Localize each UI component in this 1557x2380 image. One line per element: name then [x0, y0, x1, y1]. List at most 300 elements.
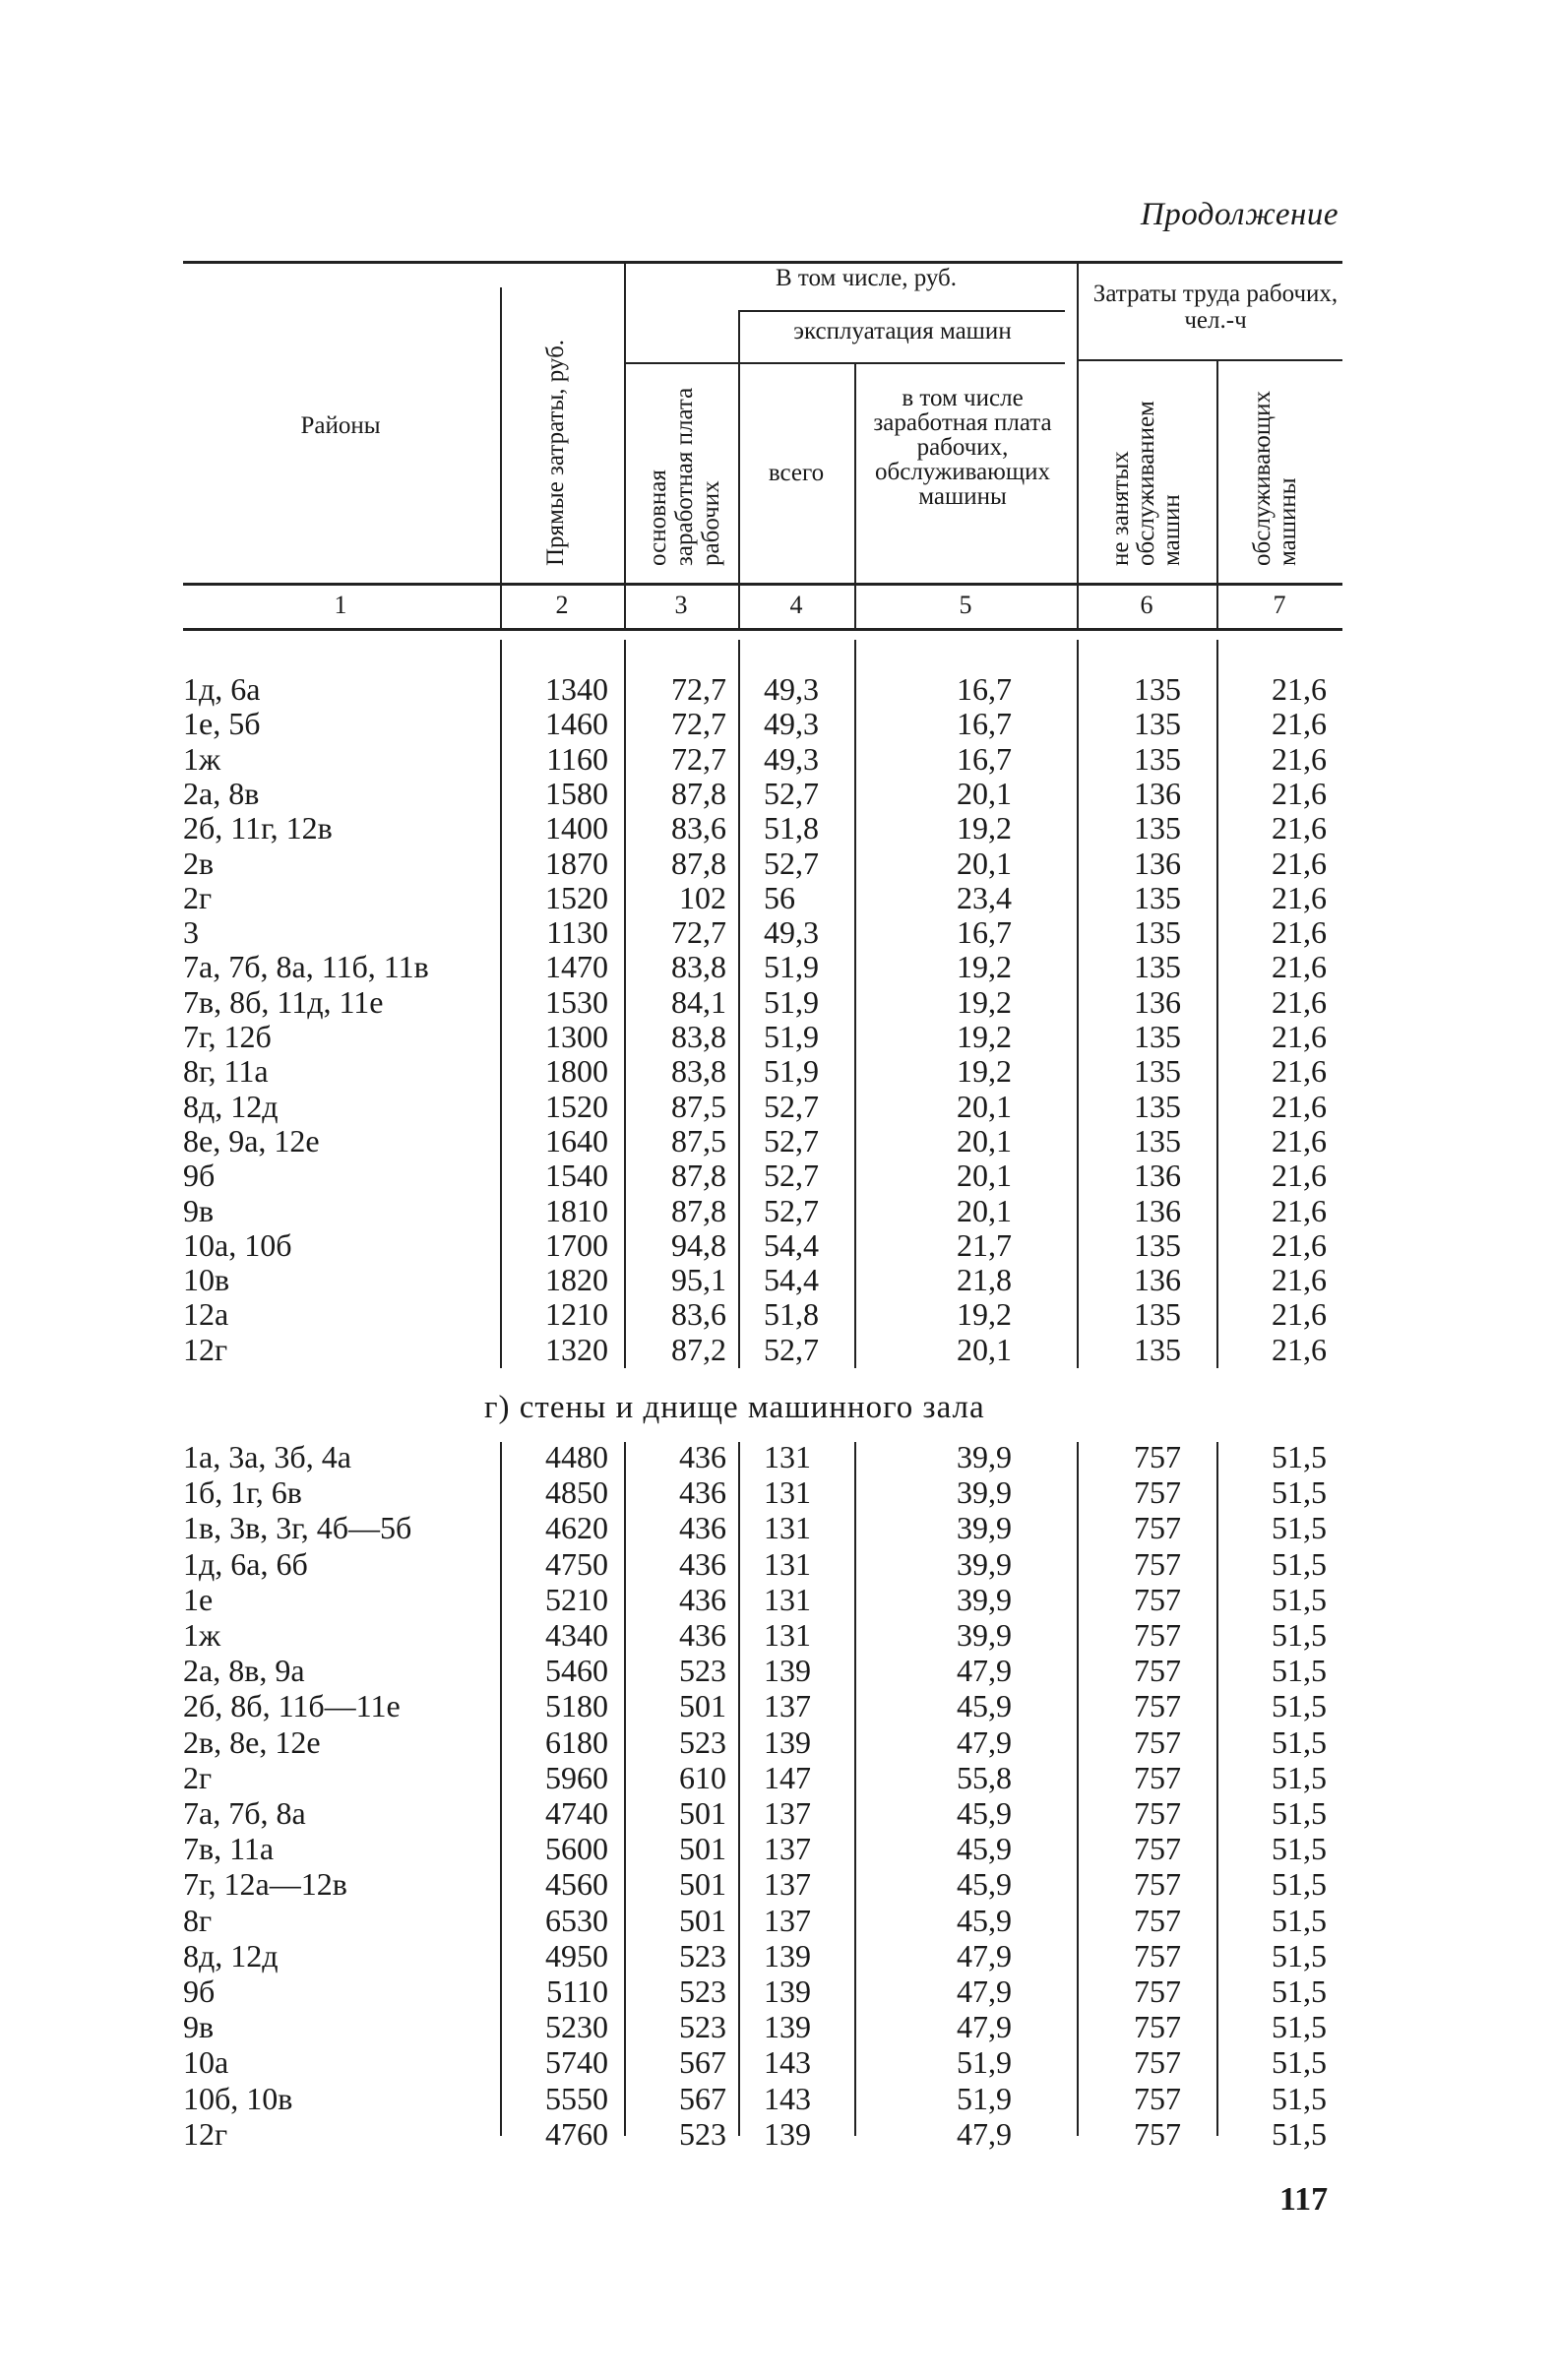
base-wage-cell: 87,8 — [671, 1192, 726, 1228]
table-row — [0, 2117, 1557, 2152]
base-wage-cell: 87,5 — [671, 1122, 726, 1159]
machines-wage-header: в том числе заработная плата рабочих, обслуживающих машины — [873, 385, 1052, 510]
machine-total-cell: 52,7 — [764, 1192, 819, 1228]
direct-cost-cell: 5230 — [545, 2009, 608, 2045]
base-wage-cell: 72,7 — [671, 914, 726, 951]
labor-serving-cell: 51,5 — [1272, 1723, 1327, 1760]
column-number: 7 — [1273, 591, 1286, 619]
labor-not-busy-cell: 135 — [1134, 1053, 1181, 1090]
base-wage-cell: 83,8 — [671, 1019, 726, 1054]
labor-not-busy-cell: 136 — [1134, 983, 1181, 1020]
machine-wage-cell: 47,9 — [957, 2009, 1012, 2045]
base-wage-cell: 501 — [679, 1795, 726, 1831]
table-row — [0, 1654, 1557, 1688]
base-wage-cell: 501 — [679, 1902, 726, 1938]
machine-total-cell: 131 — [764, 1439, 811, 1474]
region-cell: 3 — [183, 914, 199, 951]
machine-total-cell: 139 — [764, 2009, 811, 2045]
table-row — [0, 1090, 1557, 1124]
base-wage-cell: 523 — [679, 1973, 726, 2009]
direct-cost-cell: 1580 — [545, 775, 608, 811]
direct-cost-cell: 1400 — [545, 810, 608, 846]
machine-total-cell: 56 — [764, 879, 795, 915]
labor-serving-cell: 51,5 — [1272, 1474, 1327, 1511]
machine-wage-cell: 19,2 — [957, 1053, 1012, 1090]
base-wage-cell: 102 — [679, 879, 726, 915]
table-row — [0, 707, 1557, 741]
labor-not-busy-cell: 135 — [1134, 949, 1181, 985]
table-row — [0, 1832, 1557, 1866]
direct-cost-cell: 1340 — [545, 671, 608, 707]
table-top-rule — [183, 261, 1342, 264]
table-row — [0, 1194, 1557, 1228]
section-2-title: г) стены и днище машинного зала — [484, 1390, 985, 1425]
labor-serving-cell: 21,6 — [1272, 879, 1327, 915]
labor-serving-cell: 21,6 — [1272, 706, 1327, 742]
machine-wage-cell: 47,9 — [957, 1973, 1012, 2009]
machines-total-header: всего — [768, 460, 825, 486]
direct-cost-cell: 1460 — [545, 706, 608, 742]
table-row — [0, 915, 1557, 950]
labor-not-busy-cell: 757 — [1134, 1759, 1181, 1795]
region-cell: 7в, 8б, 11д, 11е — [183, 983, 384, 1020]
machine-wage-cell: 20,1 — [957, 1192, 1012, 1228]
base-wage-cell: 87,2 — [671, 1331, 726, 1367]
base-wage-cell: 567 — [679, 2044, 726, 2081]
table-row — [0, 1547, 1557, 1582]
column-number: 4 — [789, 591, 803, 619]
base-wage-cell: 501 — [679, 1831, 726, 1867]
labor-serving-cell: 51,5 — [1272, 1902, 1327, 1938]
labor-group-rule — [1077, 359, 1342, 361]
machine-total-cell: 51,8 — [764, 810, 819, 846]
table-row — [0, 1761, 1557, 1795]
region-cell: 8г, 11а — [183, 1053, 269, 1090]
labor-not-busy-cell: 757 — [1134, 2115, 1181, 2152]
direct-cost-cell: 5960 — [545, 1759, 608, 1795]
labor-serving-cell: 21,6 — [1272, 1226, 1327, 1263]
base-wage-cell: 436 — [679, 1439, 726, 1474]
direct-cost-cell: 4950 — [545, 1937, 608, 1973]
table-row — [0, 811, 1557, 846]
direct-cost-cell: 4560 — [545, 1866, 608, 1903]
machine-total-cell: 137 — [764, 1831, 811, 1867]
table-row — [0, 2082, 1557, 2116]
labor-serving-cell: 21,6 — [1272, 914, 1327, 951]
header-divider — [1077, 261, 1079, 628]
region-cell: 1ж — [183, 740, 221, 777]
table-row — [0, 2045, 1557, 2080]
region-cell: 7а, 7б, 8а, 11б, 11в — [183, 949, 429, 985]
direct-cost-cell: 5460 — [545, 1653, 608, 1689]
direct-cost-cell: 5740 — [545, 2044, 608, 2081]
machine-total-cell: 131 — [764, 1617, 811, 1653]
base-wage-cell: 87,8 — [671, 1158, 726, 1194]
direct-cost-cell: 5600 — [545, 1831, 608, 1867]
machine-total-cell: 139 — [764, 1723, 811, 1760]
labor-serving-cell: 51,5 — [1272, 2115, 1327, 2152]
labor-serving-cell: 21,6 — [1272, 810, 1327, 846]
base-wage-cell: 501 — [679, 1866, 726, 1903]
labor-serving-cell: 51,5 — [1272, 1759, 1327, 1795]
machine-total-cell: 49,3 — [764, 706, 819, 742]
labor-not-busy-cell: 757 — [1134, 1973, 1181, 2009]
base-wage-cell: 436 — [679, 1545, 726, 1582]
machine-total-cell: 131 — [764, 1474, 811, 1511]
labor-not-busy-cell: 757 — [1134, 1723, 1181, 1760]
machine-total-cell: 51,9 — [764, 1053, 819, 1090]
machine-wage-cell: 45,9 — [957, 1688, 1012, 1724]
machine-wage-cell: 16,7 — [957, 671, 1012, 707]
machine-wage-cell: 16,7 — [957, 706, 1012, 742]
labor-serving-cell: 51,5 — [1272, 2080, 1327, 2116]
region-cell: 9в — [183, 2009, 215, 2045]
labor-not-busy-cell: 757 — [1134, 2080, 1181, 2116]
region-cell: 12а — [183, 1296, 229, 1333]
machine-total-cell: 143 — [764, 2080, 811, 2116]
table-row — [0, 1333, 1557, 1367]
region-cell: 9в — [183, 1192, 215, 1228]
region-cell: 1д, 6а, 6б — [183, 1545, 308, 1582]
table-row — [0, 950, 1557, 984]
labor-serving-cell: 21,6 — [1272, 775, 1327, 811]
region-cell: 1б, 1г, 6в — [183, 1474, 302, 1511]
region-cell: 12г — [183, 1331, 228, 1367]
labor-not-busy-cell: 135 — [1134, 1088, 1181, 1124]
machine-total-cell: 49,3 — [764, 914, 819, 951]
labor-group-header: Затраты труда рабочих, чел.-ч — [1092, 281, 1339, 334]
machine-total-cell: 52,7 — [764, 1158, 819, 1194]
region-cell: 7г, 12а—12в — [183, 1866, 347, 1903]
base-wage-cell: 83,6 — [671, 1296, 726, 1333]
machine-total-cell: 147 — [764, 1759, 811, 1795]
machine-total-cell: 52,7 — [764, 1088, 819, 1124]
machine-total-cell: 51,9 — [764, 983, 819, 1020]
direct-cost-cell: 1520 — [545, 879, 608, 915]
direct-cost-cell: 4750 — [545, 1545, 608, 1582]
table-row — [0, 1618, 1557, 1653]
labor-serving-cell: 51,5 — [1272, 1866, 1327, 1903]
machine-wage-cell: 21,8 — [957, 1262, 1012, 1298]
direct-cost-cell: 4850 — [545, 1474, 608, 1511]
machine-total-cell: 139 — [764, 2115, 811, 2152]
region-cell: 8д, 12д — [183, 1937, 279, 1973]
direct-cost-cell: 1820 — [545, 1262, 608, 1298]
region-cell: 10в — [183, 1262, 230, 1298]
table-row — [0, 1511, 1557, 1545]
table-row — [0, 1263, 1557, 1297]
labor-not-busy-cell: 757 — [1134, 2044, 1181, 2081]
direct-cost-cell: 5550 — [545, 2080, 608, 2116]
base-wage-header: основная заработная плата рабочих — [645, 387, 724, 566]
region-cell: 2г — [183, 879, 213, 915]
region-cell: 2а, 8в — [183, 775, 260, 811]
labor-serving-cell: 51,5 — [1272, 1617, 1327, 1653]
labor-serving-cell: 51,5 — [1272, 1439, 1327, 1474]
machine-wage-cell: 45,9 — [957, 1866, 1012, 1903]
direct-cost-cell: 1700 — [545, 1226, 608, 1263]
table-row — [0, 1939, 1557, 1973]
table-row — [0, 1796, 1557, 1831]
table-row — [0, 1904, 1557, 1938]
machine-total-cell: 131 — [764, 1510, 811, 1546]
direct-cost-cell: 1470 — [545, 949, 608, 985]
labor-not-busy-cell: 757 — [1134, 1795, 1181, 1831]
direct-cost-cell: 1800 — [545, 1053, 608, 1090]
direct-cost-cell: 1130 — [546, 914, 608, 951]
region-cell: 12г — [183, 2115, 228, 2152]
region-cell: 10б, 10в — [183, 2080, 293, 2116]
region-cell: 9б — [183, 1158, 216, 1194]
direct-cost-cell: 1870 — [545, 845, 608, 881]
labor-serving-cell: 51,5 — [1272, 2044, 1327, 2081]
machine-wage-cell: 45,9 — [957, 1795, 1012, 1831]
table-row — [0, 1725, 1557, 1760]
table-row — [0, 742, 1557, 777]
serving-header: обслуживающих машины — [1249, 391, 1301, 566]
machine-wage-cell: 39,9 — [957, 1617, 1012, 1653]
labor-serving-cell: 51,5 — [1272, 1510, 1327, 1546]
direct-cost-cell: 5110 — [546, 1973, 608, 2009]
machine-total-cell: 51,8 — [764, 1296, 819, 1333]
machine-wage-cell: 39,9 — [957, 1510, 1012, 1546]
region-cell: 10а, 10б — [183, 1226, 292, 1263]
machine-total-cell: 137 — [764, 1795, 811, 1831]
labor-serving-cell: 21,6 — [1272, 1019, 1327, 1054]
labor-not-busy-cell: 757 — [1134, 1937, 1181, 1973]
region-cell: 1е, 5б — [183, 706, 261, 742]
header-divider — [854, 364, 856, 628]
machine-total-cell: 52,7 — [764, 1122, 819, 1159]
machine-wage-cell: 19,2 — [957, 949, 1012, 985]
direct-cost-cell: 4620 — [545, 1510, 608, 1546]
region-cell: 1ж — [183, 1617, 221, 1653]
labor-serving-cell: 51,5 — [1272, 1653, 1327, 1689]
region-cell: 7а, 7б, 8а — [183, 1795, 306, 1831]
labor-serving-cell: 21,6 — [1272, 1296, 1327, 1333]
region-cell: 8г — [183, 1902, 213, 1938]
machine-total-cell: 52,7 — [764, 775, 819, 811]
direct-cost-cell: 1320 — [545, 1331, 608, 1367]
labor-not-busy-cell: 757 — [1134, 1866, 1181, 1903]
labor-serving-cell: 51,5 — [1272, 1688, 1327, 1724]
labor-not-busy-cell: 757 — [1134, 1510, 1181, 1546]
region-cell: 2г — [183, 1759, 213, 1795]
labor-serving-cell: 21,6 — [1272, 983, 1327, 1020]
labor-serving-cell: 21,6 — [1272, 845, 1327, 881]
not-busy-header: не занятых обслуживанием машин — [1107, 401, 1185, 566]
table-row — [0, 1974, 1557, 2009]
machine-wage-cell: 39,9 — [957, 1545, 1012, 1582]
labor-serving-cell: 21,6 — [1272, 1158, 1327, 1194]
labor-not-busy-cell: 135 — [1134, 740, 1181, 777]
machine-total-cell: 139 — [764, 1653, 811, 1689]
labor-not-busy-cell: 757 — [1134, 1617, 1181, 1653]
machine-wage-cell: 20,1 — [957, 1331, 1012, 1367]
machine-wage-cell: 20,1 — [957, 775, 1012, 811]
labor-serving-cell: 51,5 — [1272, 2009, 1327, 2045]
column-number: 2 — [555, 591, 569, 619]
machine-total-cell: 54,4 — [764, 1262, 819, 1298]
machine-total-cell: 52,7 — [764, 1331, 819, 1367]
labor-not-busy-cell: 757 — [1134, 1653, 1181, 1689]
machine-wage-cell: 20,1 — [957, 1158, 1012, 1194]
direct-cost-cell: 4740 — [545, 1795, 608, 1831]
labor-not-busy-cell: 757 — [1134, 1439, 1181, 1474]
column-number: 3 — [674, 591, 688, 619]
labor-serving-cell: 21,6 — [1272, 949, 1327, 985]
base-wage-cell: 83,6 — [671, 810, 726, 846]
labor-serving-cell: 21,6 — [1272, 1122, 1327, 1159]
labor-not-busy-cell: 135 — [1134, 1296, 1181, 1333]
machine-wage-cell: 23,4 — [957, 879, 1012, 915]
base-wage-cell: 523 — [679, 1653, 726, 1689]
incl-group-header: В том числе, руб. — [775, 265, 958, 291]
labor-not-busy-cell: 757 — [1134, 1545, 1181, 1582]
table-row — [0, 1159, 1557, 1193]
labor-serving-cell: 21,6 — [1272, 671, 1327, 707]
labor-not-busy-cell: 135 — [1134, 810, 1181, 846]
labor-not-busy-cell: 135 — [1134, 671, 1181, 707]
base-wage-cell: 87,8 — [671, 775, 726, 811]
machines-group-header: эксплуатация машин — [793, 318, 1012, 344]
direct-cost-cell: 6180 — [545, 1723, 608, 1760]
table-row — [0, 1054, 1557, 1089]
labor-serving-cell: 51,5 — [1272, 1973, 1327, 2009]
direct-cost-cell: 1540 — [545, 1158, 608, 1194]
labor-serving-cell: 21,6 — [1272, 1331, 1327, 1367]
machine-wage-cell: 39,9 — [957, 1439, 1012, 1474]
region-cell: 2в, 8е, 12е — [183, 1723, 321, 1760]
direct-cost-cell: 1210 — [545, 1296, 608, 1333]
machine-wage-cell: 19,2 — [957, 1296, 1012, 1333]
machine-total-cell: 139 — [764, 1937, 811, 1973]
labor-not-busy-cell: 757 — [1134, 1581, 1181, 1617]
machine-total-cell: 54,4 — [764, 1226, 819, 1263]
direct-cost-cell: 1160 — [546, 740, 608, 777]
base-wage-cell: 83,8 — [671, 949, 726, 985]
direct-cost-cell: 4480 — [545, 1439, 608, 1474]
base-wage-cell: 501 — [679, 1688, 726, 1724]
direct-cost-cell: 1810 — [545, 1192, 608, 1228]
region-cell: 2в — [183, 845, 215, 881]
machine-total-cell: 137 — [764, 1866, 811, 1903]
machine-total-cell: 137 — [764, 1688, 811, 1724]
machine-total-cell: 143 — [764, 2044, 811, 2081]
base-wage-cell: 72,7 — [671, 706, 726, 742]
machine-total-cell: 51,9 — [764, 1019, 819, 1054]
machine-wage-cell: 45,9 — [957, 1831, 1012, 1867]
region-cell: 2б, 11г, 12в — [183, 810, 333, 846]
direct-cost-cell: 5210 — [545, 1581, 608, 1617]
table-row — [0, 777, 1557, 811]
labor-not-busy-cell: 757 — [1134, 1902, 1181, 1938]
region-cell: 2а, 8в, 9а — [183, 1653, 305, 1689]
machine-total-cell: 49,3 — [764, 740, 819, 777]
header-divider — [1216, 359, 1218, 628]
machine-wage-cell: 47,9 — [957, 1723, 1012, 1760]
labor-not-busy-cell: 135 — [1134, 1331, 1181, 1367]
base-wage-cell: 94,8 — [671, 1226, 726, 1263]
base-wage-cell: 436 — [679, 1474, 726, 1511]
table-row — [0, 672, 1557, 707]
labor-serving-cell: 21,6 — [1272, 1053, 1327, 1090]
machine-wage-cell: 55,8 — [957, 1759, 1012, 1795]
labor-serving-cell: 51,5 — [1272, 1795, 1327, 1831]
machines-group-rule — [738, 310, 1065, 312]
labor-not-busy-cell: 136 — [1134, 1158, 1181, 1194]
table-row — [0, 1867, 1557, 1902]
table-row — [0, 1440, 1557, 1474]
base-wage-cell: 83,8 — [671, 1053, 726, 1090]
labor-not-busy-cell: 135 — [1134, 1226, 1181, 1263]
base-wage-cell: 87,8 — [671, 845, 726, 881]
labor-not-busy-cell: 757 — [1134, 2009, 1181, 2045]
direct-cost-cell: 5180 — [545, 1688, 608, 1724]
machine-total-cell: 51,9 — [764, 949, 819, 985]
table-row — [0, 1124, 1557, 1159]
base-wage-cell: 523 — [679, 2009, 726, 2045]
base-wage-cell: 567 — [679, 2080, 726, 2116]
labor-serving-cell: 21,6 — [1272, 1262, 1327, 1298]
region-cell: 10а — [183, 2044, 229, 2081]
direct-cost-cell: 1520 — [545, 1088, 608, 1124]
labor-not-busy-cell: 135 — [1134, 1122, 1181, 1159]
direct-cost-cell: 1640 — [545, 1122, 608, 1159]
column-number: 5 — [959, 591, 972, 619]
machine-wage-cell: 47,9 — [957, 1653, 1012, 1689]
region-header: Районы — [300, 412, 381, 439]
labor-not-busy-cell: 136 — [1134, 845, 1181, 881]
labor-serving-cell: 21,6 — [1272, 1088, 1327, 1124]
labor-not-busy-cell: 135 — [1134, 706, 1181, 742]
region-cell: 1д, 6а — [183, 671, 261, 707]
labor-not-busy-cell: 135 — [1134, 879, 1181, 915]
machine-wage-cell: 47,9 — [957, 2115, 1012, 2152]
base-wage-cell: 436 — [679, 1617, 726, 1653]
labor-not-busy-cell: 136 — [1134, 775, 1181, 811]
region-cell: 1а, 3а, 3б, 4а — [183, 1439, 351, 1474]
machine-wage-cell: 51,9 — [957, 2044, 1012, 2081]
machine-wage-cell: 20,1 — [957, 1088, 1012, 1124]
colnum-bottom-rule — [183, 628, 1342, 631]
labor-serving-cell: 51,5 — [1272, 1545, 1327, 1582]
region-cell: 1е — [183, 1581, 214, 1617]
machine-wage-cell: 47,9 — [957, 1937, 1012, 1973]
machine-wage-cell: 19,2 — [957, 1019, 1012, 1054]
base-wage-cell: 84,1 — [671, 983, 726, 1020]
base-wage-cell: 72,7 — [671, 671, 726, 707]
table-row — [0, 1297, 1557, 1332]
base-wage-cell: 523 — [679, 2115, 726, 2152]
region-cell: 1в, 3в, 3г, 4б—5б — [183, 1510, 412, 1546]
machine-wage-cell: 21,7 — [957, 1226, 1012, 1263]
labor-not-busy-cell: 136 — [1134, 1262, 1181, 1298]
labor-serving-cell: 51,5 — [1272, 1831, 1327, 1867]
labor-not-busy-cell: 757 — [1134, 1474, 1181, 1511]
header-divider — [624, 261, 626, 628]
machine-wage-cell: 45,9 — [957, 1902, 1012, 1938]
machine-wage-cell: 51,9 — [957, 2080, 1012, 2116]
labor-not-busy-cell: 757 — [1134, 1831, 1181, 1867]
header-divider — [500, 287, 502, 628]
base-wage-cell: 523 — [679, 1937, 726, 1973]
machine-wage-cell: 20,1 — [957, 845, 1012, 881]
labor-not-busy-cell: 136 — [1134, 1192, 1181, 1228]
machine-wage-cell: 19,2 — [957, 810, 1012, 846]
direct-cost-cell: 1530 — [545, 983, 608, 1020]
machine-wage-cell: 19,2 — [957, 983, 1012, 1020]
